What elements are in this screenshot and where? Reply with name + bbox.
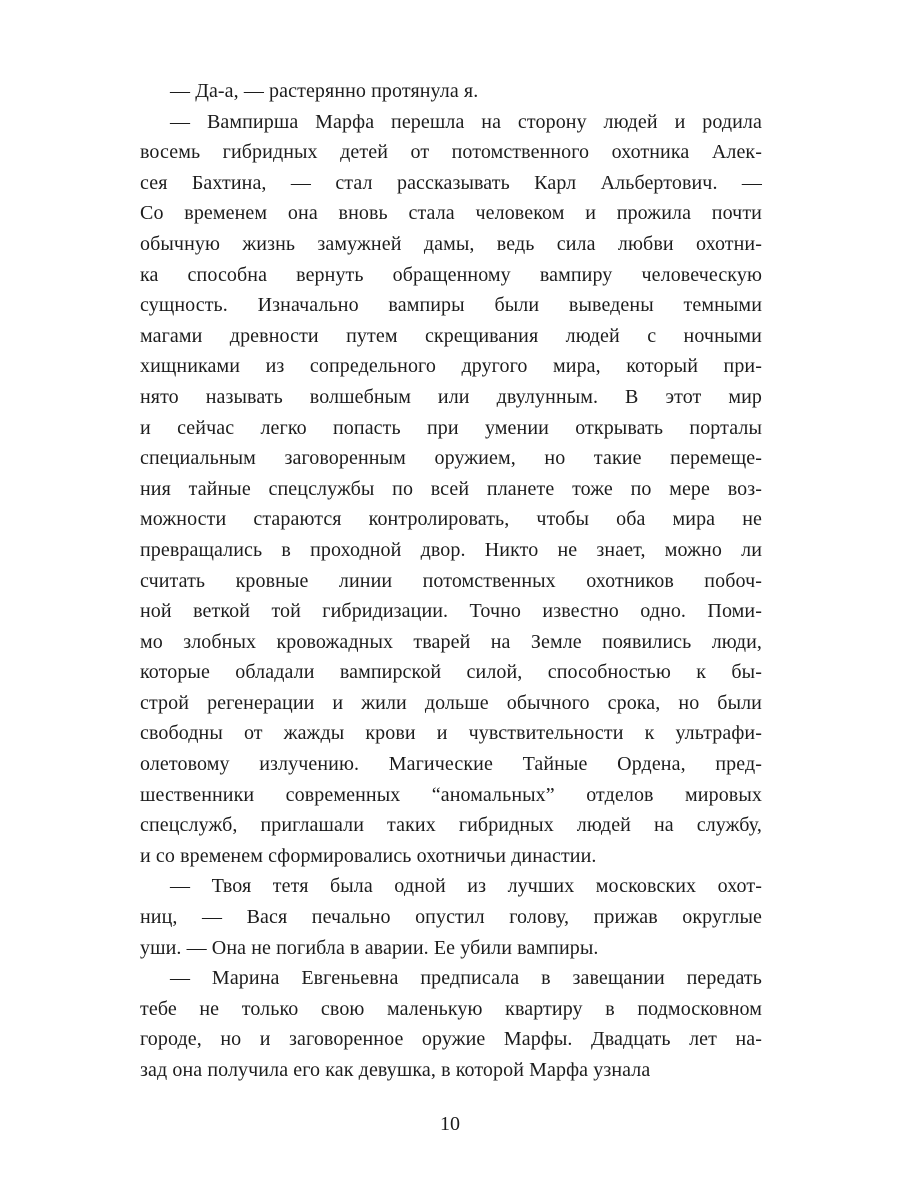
text-line: сея Бахтина, — стал рассказывать Карл Альбертович. — xyxy=(140,171,762,194)
text-line: и со временем сформировались охотничьи династии. xyxy=(140,844,597,867)
text-line: сущность. Изначально вампиры были выведены темными xyxy=(140,294,762,317)
text-line: которые обладали вампирской силой, способностью к бы- xyxy=(140,661,762,684)
text-line: шественники современных “аномальных” отделов мировых xyxy=(140,783,762,806)
text-line: магами древности путем скрещивания людей с ночными xyxy=(140,324,762,347)
text-line: свободны от жажды крови и чувствительности к ультрафи- xyxy=(140,722,762,745)
text-line: превращались в проходной двор. Никто не знает, можно ли xyxy=(140,538,762,561)
text-line: — Твоя тетя была одной из лучших московских охот- xyxy=(170,875,762,898)
paragraph xyxy=(140,871,762,963)
page-number: 10 xyxy=(440,1113,460,1135)
text-line: нято называть волшебным или двулунным. В этот мир xyxy=(140,385,762,408)
text-line: ка способна вернуть обращенному вампиру человеческую xyxy=(140,263,762,286)
text-line: городе, но и заговоренное оружие Марфы. Двадцать лет на- xyxy=(140,1028,762,1051)
text-line: мо злобных кровожадных тварей на Земле появились люди, xyxy=(140,630,762,653)
text-line: тебе не только свою маленькую квартиру в подмосковном xyxy=(140,997,762,1020)
text-line: хищниками из сопредельного другого мира, который при- xyxy=(140,355,762,378)
text-line: — Вампирша Марфа перешла на сторону людей и родила xyxy=(170,110,762,133)
text-line: обычную жизнь замужней дамы, ведь сила любви охотни- xyxy=(140,232,762,255)
paragraph xyxy=(140,107,762,872)
text-line: — Да-а, — растерянно протянула я. xyxy=(170,80,479,102)
body-text xyxy=(140,76,762,1086)
text-line: считать кровные линии потомственных охотников побоч- xyxy=(140,569,762,592)
paragraph xyxy=(140,963,762,1085)
text-line: ния тайные спецслужбы по всей планете тоже по мере воз- xyxy=(140,477,762,500)
text-line: можности стараются контролировать, чтобы оба мира не xyxy=(140,508,762,531)
text-line: олетовому излучению. Магические Тайные Ордена, пред- xyxy=(140,753,762,776)
text-line: восемь гибридных детей от потомственного охотника Алек- xyxy=(140,141,762,164)
text-line: и сейчас легко попасть при умении открывать порталы xyxy=(140,416,762,439)
text-line: ниц, — Вася печально опустил голову, прижав округлые xyxy=(140,906,762,929)
text-line: — Марина Евгеньевна предписала в завещании передать xyxy=(170,967,762,990)
text-line: спецслужб, приглашали таких гибридных людей на службу, xyxy=(140,814,762,837)
text-line: Со временем она вновь стала человеком и прожила почти xyxy=(140,202,762,225)
text-line: зад она получила его как девушка, в которой Марфа узнала xyxy=(140,1059,651,1081)
text-line: специальным заговоренным оружием, но такие перемеще- xyxy=(140,447,762,470)
text-line: ной веткой той гибридизации. Точно известно одно. Поми- xyxy=(140,600,762,623)
text-line: уши. — Она не погибла в аварии. Ее убили вампиры. xyxy=(140,936,599,959)
text-line: строй регенерации и жили дольше обычного срока, но были xyxy=(140,691,762,714)
paragraph xyxy=(140,76,762,107)
